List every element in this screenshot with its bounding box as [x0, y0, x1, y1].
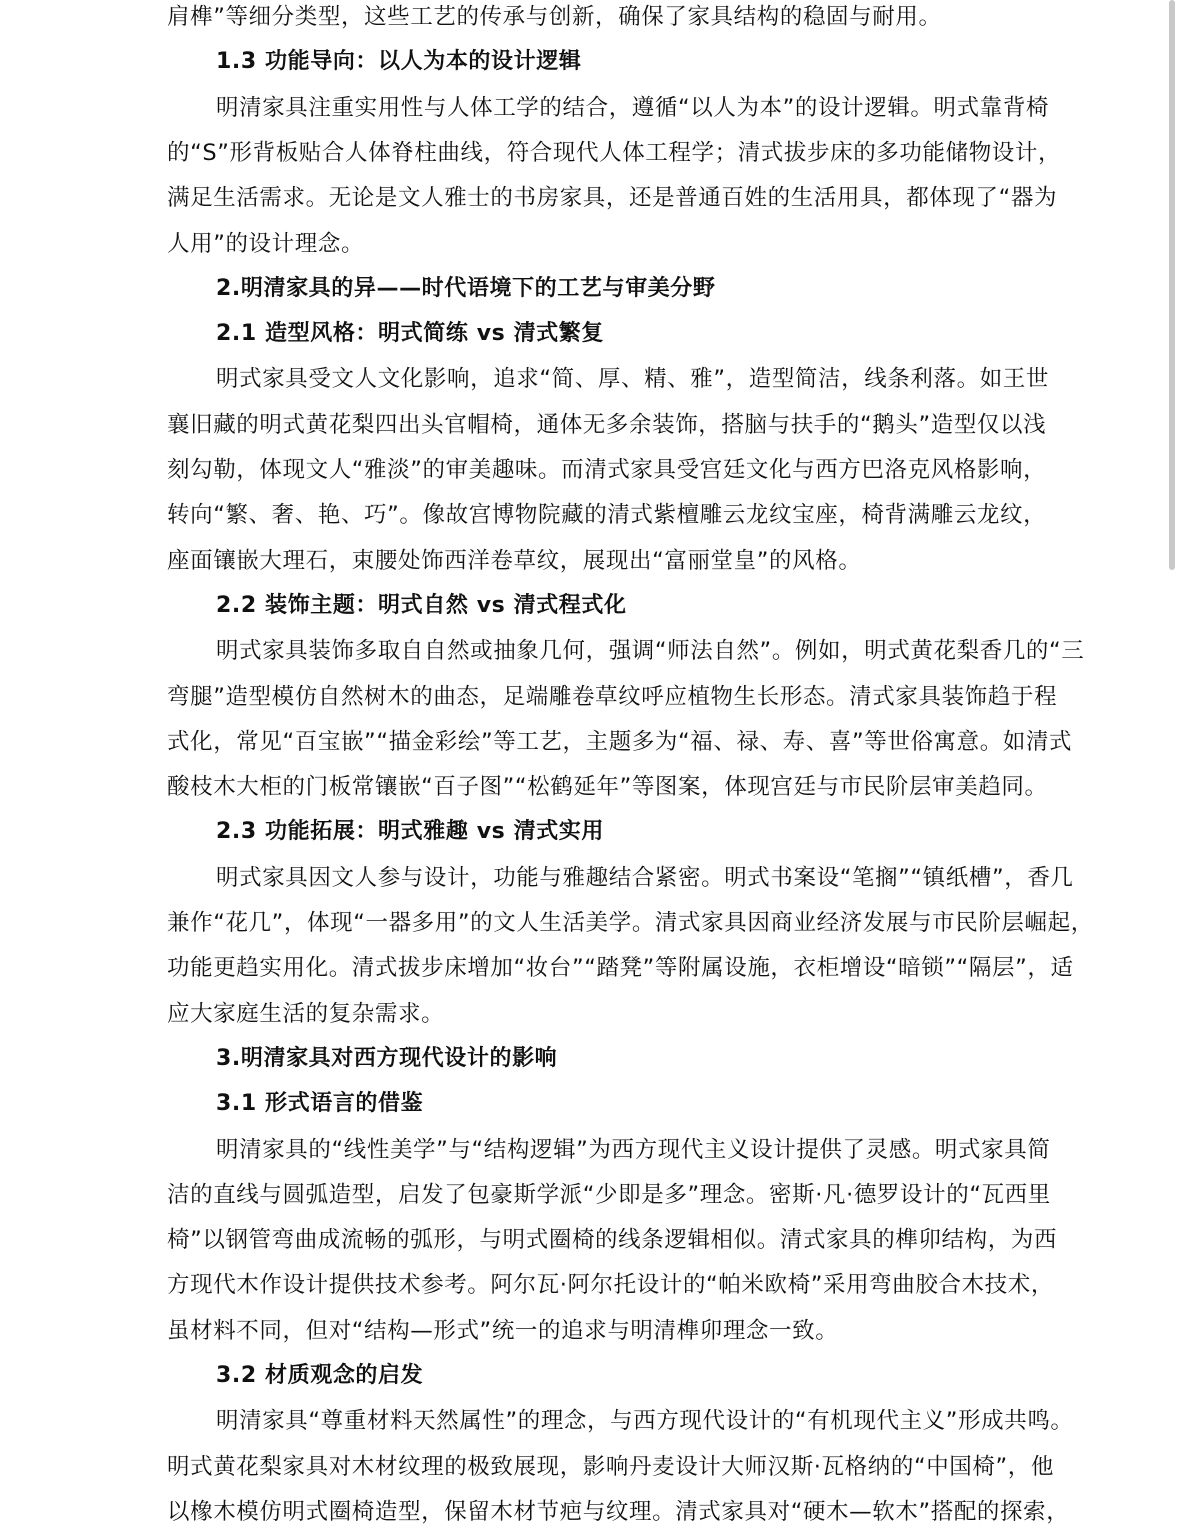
paragraph-line: 转向“繁、奢、艳、巧”。像故宫博物院藏的清式紫檀雕云龙纹宝座，椅背满雕云龙纹， [167, 502, 1047, 529]
section-heading: 2.2 装饰主题：明式自然 vs 清式程式化 [216, 592, 627, 618]
paragraph-line: 肩榫”等细分类型，这些工艺的传承与创新，确保了家具结构的稳固与耐用。 [167, 4, 942, 30]
paragraph-line: 兼作“花几”，体现“一器多用”的文人生活美学。清式家具因商业经济发展与市民阶层崛起， [167, 910, 1094, 936]
section-heading: 1.3 功能导向：以人为本的设计逻辑 [216, 49, 582, 75]
paragraph-line: 明式家具受文人文化影响，追求“简、厚、精、雅”，造型简洁，线条利落。如王世 [216, 366, 1050, 393]
paragraph-line: 式化，常见“百宝嵌”“描金彩绘”等工艺，主题多为“福、禄、寿、喜”等世俗寓意。如清式 [167, 728, 1073, 755]
paragraph-line: 以橡木模仿明式圈椅造型，保留木材节疤与纹理。清式家具对“硬木—软木”搭配的探索， [167, 1498, 1070, 1525]
paragraph-line: 明清家具注重实用性与人体工学的结合，遵循“以人为本”的设计逻辑。明式靠背椅 [216, 94, 1050, 121]
paragraph-line: 的“S”形背板贴合人体脊柱曲线，符合现代人体工程学；清式拔步床的多功能储物设计， [167, 139, 1062, 166]
paragraph-line: 明清家具“尊重材料天然属性”的理念，与西方现代设计的“有机现代主义”形成共鸣。 [216, 1408, 1074, 1435]
section-heading: 2.明清家具的异——时代语境下的工艺与审美分野 [216, 275, 716, 301]
section-heading: 3.明清家具对西方现代设计的影响 [216, 1045, 558, 1071]
vertical-scrollbar[interactable] [1165, 0, 1179, 1522]
paragraph-line: 应大家庭生活的复杂需求。 [167, 1000, 445, 1027]
scrollbar-thumb[interactable] [1169, 0, 1175, 570]
paragraph-line: 座面镶嵌大理石，束腰处饰西洋卷草纹，展现出“富丽堂皇”的风格。 [167, 547, 862, 574]
paragraph-line: 明式家具因文人参与设计，功能与雅趣结合紧密。明式书案设“笔搁”“镇纸槽”，香几 [216, 864, 1074, 891]
paragraph-line: 弯腿”造型模仿自然树木的曲态，足端雕卷草纹呼应植物生长形态。清式家具装饰趋于程 [167, 683, 1058, 710]
paragraph-line: 方现代木作设计提供技术参考。阿尔瓦·阿尔托设计的“帕米欧椅”采用弯曲胶合木技术， [167, 1272, 1054, 1299]
paragraph-line: 明式黄花梨家具对木材纹理的极致展现，影响丹麦设计大师汉斯·瓦格纳的“中国椅”，他 [167, 1453, 1054, 1480]
section-heading: 2.1 造型风格：明式简练 vs 清式繁复 [216, 321, 604, 347]
paragraph-line: 酸枝木大柜的门板常镶嵌“百子图”“松鹤延年”等图案，体现宫廷与市民阶层审美趋同。 [167, 774, 1048, 801]
paragraph-line: 襄旧藏的明式黄花梨四出头官帽椅，通体无多余装饰，搭脑与扶手的“鹅头”造型仅以浅 [167, 411, 1047, 438]
section-heading: 2.3 功能拓展：明式雅趣 vs 清式实用 [216, 819, 604, 845]
paragraph-line: 满足生活需求。无论是文人雅士的书房家具，还是普通百姓的生活用具，都体现了“器为 [167, 185, 1058, 212]
paragraph-line: 明式家具装饰多取自自然或抽象几何，强调“师法自然”。例如，明式黄花梨香几的“三 [216, 638, 1085, 665]
paragraph-line: 椅”以钢管弯曲成流畅的弧形，与明式圈椅的线条逻辑相似。清式家具的榫卯结构，为西 [167, 1227, 1058, 1254]
paragraph-line: 刻勾勒，体现文人“雅淡”的审美趣味。而清式家具受宫廷文化与西方巴洛克风格影响， [167, 457, 1047, 483]
paragraph-line: 明清家具的“线性美学”与“结构逻辑”为西方现代主义设计提供了灵感。明式家具简 [216, 1136, 1051, 1163]
section-heading: 3.2 材质观念的启发 [216, 1363, 424, 1388]
paragraph-line: 虽材料不同，但对“结构—形式”统一的追求与明清榫卯理念一致。 [167, 1317, 839, 1344]
paragraph-line: 人用”的设计理念。 [167, 230, 365, 257]
section-heading: 3.1 形式语言的借鉴 [216, 1091, 424, 1117]
paragraph-line: 功能更趋实用化。清式拔步床增加“妆台”“踏凳”等附属设施，衣柜增设“暗锁”“隔层”，适 [167, 955, 1074, 982]
paragraph-line: 洁的直线与圆弧造型，启发了包豪斯学派“少即是多”理念。密斯·凡·德罗设计的“瓦西里 [167, 1181, 1051, 1208]
